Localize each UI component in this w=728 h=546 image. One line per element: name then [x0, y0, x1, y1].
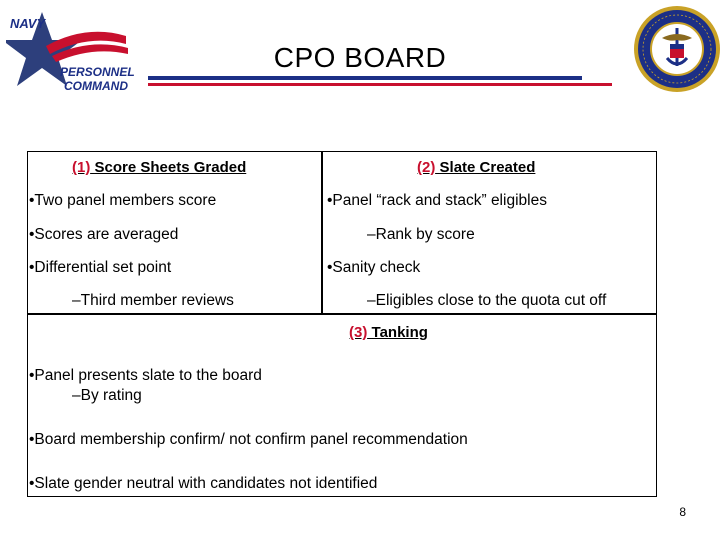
list-item: •Board membership confirm/ not confirm panel recommendation [29, 431, 468, 448]
box3-heading [349, 324, 428, 341]
list-subitem: –Rank by score [367, 226, 475, 243]
list-subitem: –Third member reviews [72, 292, 234, 309]
slate-created-box [322, 151, 657, 314]
title-underline-red [148, 83, 612, 86]
list-item: •Panel “rack and stack” eligibles [327, 192, 547, 209]
navy-personnel-command-logo [6, 6, 146, 96]
box3-title: Tanking [371, 324, 428, 341]
list-item: •Sanity check [327, 259, 421, 276]
slide-title: CPO BOARD [273, 42, 447, 73]
list-subitem: –By rating [72, 387, 142, 404]
box1-number: (1) [72, 159, 91, 176]
list-subitem: –Eligibles close to the quota cut off [367, 292, 607, 309]
tanking-box [27, 314, 657, 497]
svg-text:PERSONNEL: PERSONNEL [60, 65, 135, 79]
svg-text:COMMAND: COMMAND [64, 79, 128, 93]
score-sheets-box [27, 151, 322, 314]
star-logo-icon [6, 6, 146, 96]
list-item: •Scores are averaged [29, 226, 179, 243]
title-underline-blue [148, 76, 582, 80]
box3-number: (3) [349, 324, 368, 341]
box1-title: Score Sheets Graded [94, 159, 247, 176]
box2-number: (2) [417, 159, 436, 176]
box2-heading [417, 159, 535, 176]
list-item: •Slate gender neutral with candidates not identified [29, 475, 378, 492]
navy-seal-icon [632, 4, 722, 94]
list-item: •Two panel members score [29, 192, 217, 209]
svg-text:NAVY: NAVY [10, 16, 46, 31]
box1-heading [72, 159, 246, 176]
box2-title: Slate Created [439, 159, 536, 176]
list-item: •Panel presents slate to the board [29, 367, 262, 384]
page-number: 8 [679, 505, 686, 519]
list-item: •Differential set point [29, 259, 172, 276]
